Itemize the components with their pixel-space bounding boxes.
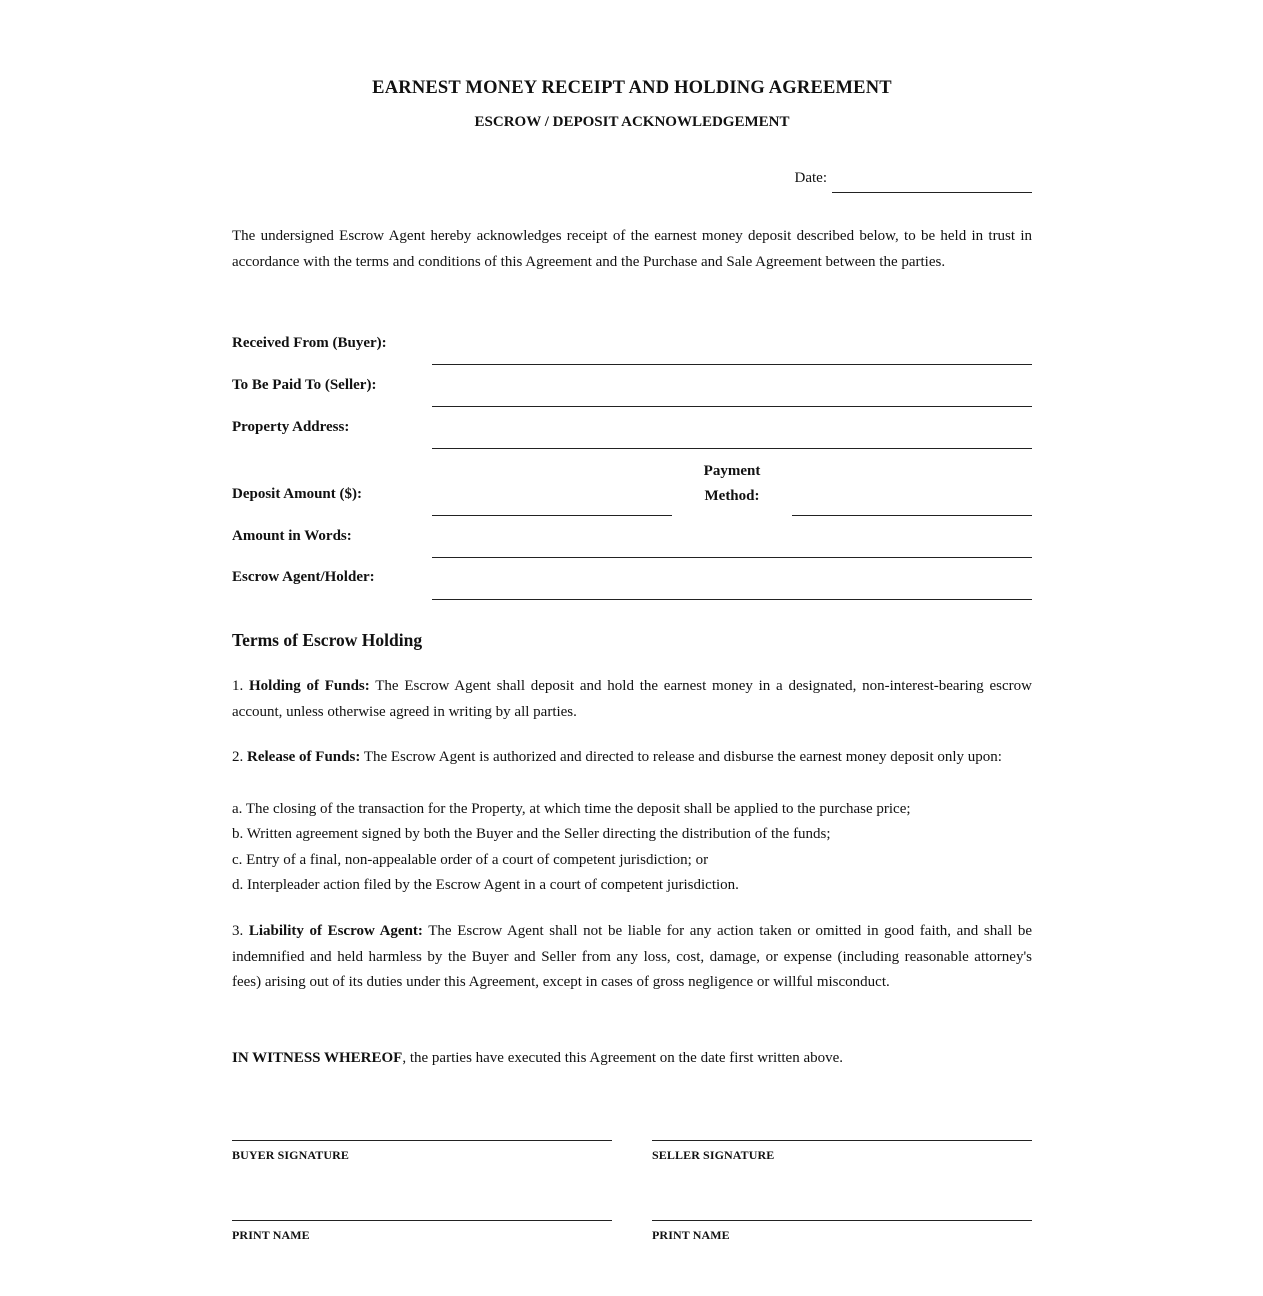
date-row (795, 170, 1032, 194)
buyer-print-name-label: PRINT NAME (232, 1228, 310, 1242)
seller-print-name-line[interactable] (652, 1220, 1032, 1221)
received-from-label: Received From (Buyer): (232, 335, 387, 351)
document-subtitle: ESCROW / DEPOSIT ACKNOWLEDGEMENT (474, 114, 790, 130)
paid-to-label: To Be Paid To (Seller): (232, 377, 377, 393)
paid-to-field[interactable] (432, 406, 1032, 407)
payment-method-label (672, 459, 792, 509)
term-2-number: 2. (232, 749, 244, 765)
seller-print-name-label: PRINT NAME (652, 1228, 730, 1242)
term-liability (232, 919, 1032, 996)
witness-bold: IN WITNESS WHEREOF (232, 1050, 403, 1066)
term-2-body: The Escrow Agent is authorized and directed to release and disburse the earnest money deposit only upon: (363, 749, 1002, 765)
payment-method-label-line1: Payment (703, 463, 761, 479)
buyer-signature-label: BUYER SIGNATURE (232, 1148, 349, 1162)
witness-text: , the parties have executed this Agreement on the date first written above. (402, 1050, 844, 1066)
payment-method-field[interactable] (792, 515, 1032, 516)
term-1-number: 1. (232, 678, 244, 694)
term-release-of-funds (232, 745, 1032, 771)
witness-statement (232, 1046, 843, 1071)
deposit-amount-field[interactable] (432, 515, 672, 516)
date-field[interactable] (832, 170, 1032, 193)
amount-words-field[interactable] (432, 557, 1032, 558)
escrow-agent-label: Escrow Agent/Holder: (232, 569, 375, 585)
received-from-field[interactable] (432, 364, 1032, 365)
property-address-label: Property Address: (232, 419, 350, 435)
term-3-heading: Liability of Escrow Agent: (248, 923, 423, 939)
term-1-heading: Holding of Funds: (249, 678, 370, 694)
release-condition-c: c. Entry of a final, non-appealable order of a court of competent jurisdiction; or (232, 852, 709, 868)
escrow-agent-field[interactable] (432, 599, 1032, 600)
intro-paragraph: The undersigned Escrow Agent hereby acknowledges receipt of the earnest money deposit described below, to be held in trust in accordance with the terms and conditions of this Agreement and the Purchase and Sale Agreement between the parties. (232, 228, 1032, 270)
term-3-body: The Escrow Agent shall not be liable for any action taken or omitted in good faith, and shall be indemnified and held harmless by the Buyer and Seller from any loss, cost, damage, or expense (including reasonable attorney's fees) arising out of its duties under this Agreement, except in cases of gross negligence or willful misconduct. (232, 923, 1032, 990)
release-condition-a: a. The closing of the transaction for the Property, at which time the deposit shall be applied to the purchase price; (232, 801, 911, 817)
release-condition-b: b. Written agreement signed by both the Buyer and the Seller directing the distribution of the funds; (232, 826, 831, 842)
seller-signature-label: SELLER SIGNATURE (652, 1148, 775, 1162)
property-address-field[interactable] (432, 448, 1032, 449)
buyer-signature-line[interactable] (232, 1140, 612, 1141)
term-1-body: The Escrow Agent shall deposit and hold the earnest money in a designated, non-interest-bearing escrow account, unless otherwise agreed in writing by all parties. (232, 678, 1032, 720)
buyer-print-name-line[interactable] (232, 1220, 612, 1221)
amount-words-label: Amount in Words: (232, 528, 352, 544)
payment-method-label-line2: Method: (704, 488, 760, 504)
agreement-page (232, 0, 1032, 1296)
document-title: EARNEST MONEY RECEIPT AND HOLDING AGREEMENT (372, 78, 892, 98)
deposit-amount-label: Deposit Amount ($): (232, 486, 362, 502)
term-holding-of-funds (232, 674, 1032, 725)
terms-heading: Terms of Escrow Holding (232, 630, 423, 650)
term-2-heading: Release of Funds: (247, 749, 361, 765)
date-label: Date: (794, 170, 827, 186)
term-3-number: 3. (232, 923, 244, 939)
release-condition-d: d. Interpleader action filed by the Escrow Agent in a court of competent jurisdiction. (232, 877, 739, 893)
seller-signature-line[interactable] (652, 1140, 1032, 1141)
